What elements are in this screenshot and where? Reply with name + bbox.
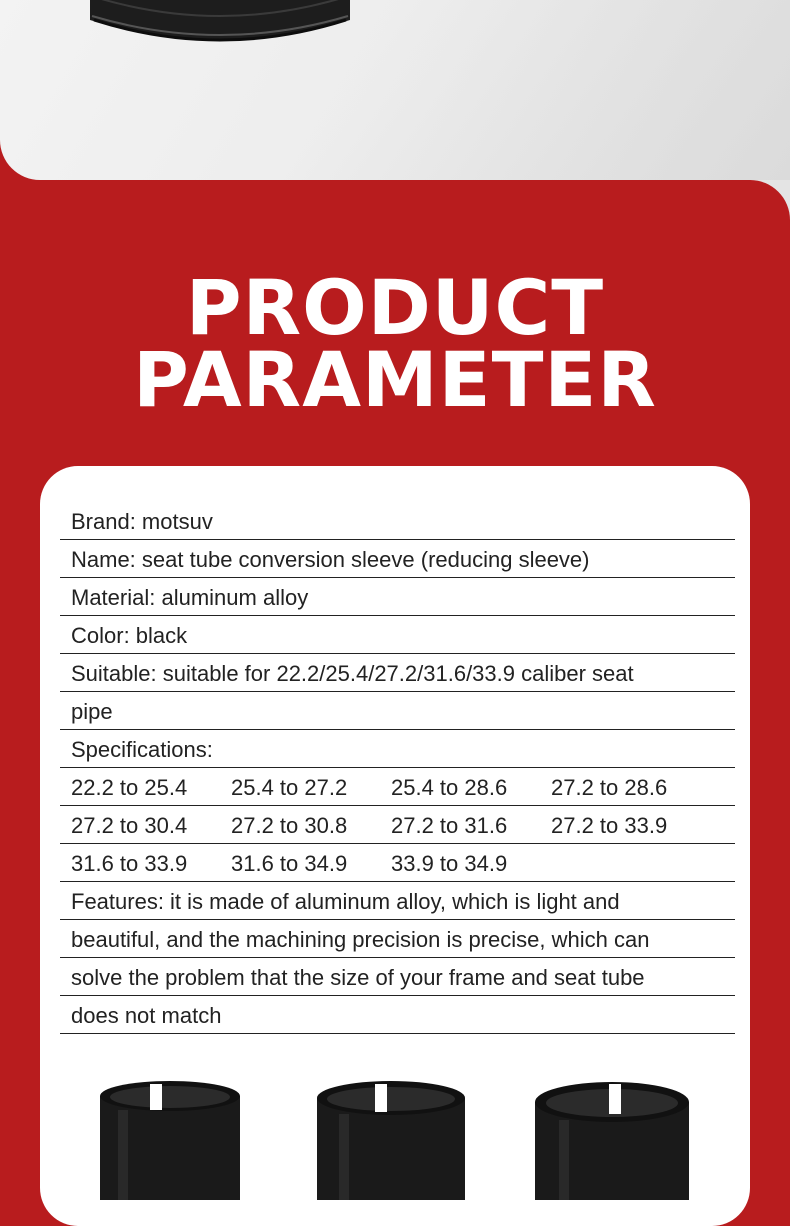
- param-name: Name: seat tube conversion sleeve (reducing sleeve): [60, 540, 735, 578]
- spec-row: [60, 768, 735, 806]
- sleeve-product-image: [80, 0, 360, 70]
- spec-cell: [551, 844, 711, 881]
- product-photo-area: [0, 0, 790, 180]
- section-title-line1: PRODUCT: [185, 263, 605, 352]
- param-suitable: Suitable: suitable for 22.2/25.4/27.2/31.6/33.9 caliber seat: [60, 654, 735, 692]
- spec-cell: 27.2 to 31.6: [391, 813, 508, 838]
- sleeve-image: [98, 1080, 242, 1200]
- param-features-cont: beautiful, and the machining precision is precise, which can: [60, 920, 735, 958]
- section-title-line2: PARAMETER: [133, 335, 657, 424]
- parameter-list: [60, 502, 735, 1034]
- spec-cell: 27.2 to 33.9: [551, 813, 668, 838]
- spec-row: [60, 844, 735, 882]
- spec-cell: 25.4 to 28.6: [391, 775, 508, 800]
- param-specifications-label: Specifications:: [60, 730, 735, 768]
- spec-row: [60, 806, 735, 844]
- param-brand: Brand: motsuv: [60, 502, 735, 540]
- param-features: Features: it is made of aluminum alloy, which is light and: [60, 882, 735, 920]
- spec-cell: 31.6 to 33.9: [71, 851, 188, 876]
- param-features-cont: solve the problem that the size of your frame and seat tube: [60, 958, 735, 996]
- spec-cell: 27.2 to 28.6: [551, 775, 668, 800]
- spec-cell: 27.2 to 30.4: [71, 813, 188, 838]
- param-color: Color: black: [60, 616, 735, 654]
- param-material: Material: aluminum alloy: [60, 578, 735, 616]
- param-suitable-cont: pipe: [60, 692, 735, 730]
- sleeve-images: [0, 1080, 790, 1200]
- spec-cell: 33.9 to 34.9: [391, 851, 508, 876]
- param-features-cont: does not match: [60, 996, 735, 1034]
- spec-cell: 22.2 to 25.4: [71, 775, 188, 800]
- spec-cell: 27.2 to 30.8: [231, 813, 348, 838]
- spec-cell: 31.6 to 34.9: [231, 851, 348, 876]
- sleeve-image: [315, 1080, 467, 1200]
- sleeve-image: [533, 1080, 691, 1200]
- spec-cell: 25.4 to 27.2: [231, 775, 348, 800]
